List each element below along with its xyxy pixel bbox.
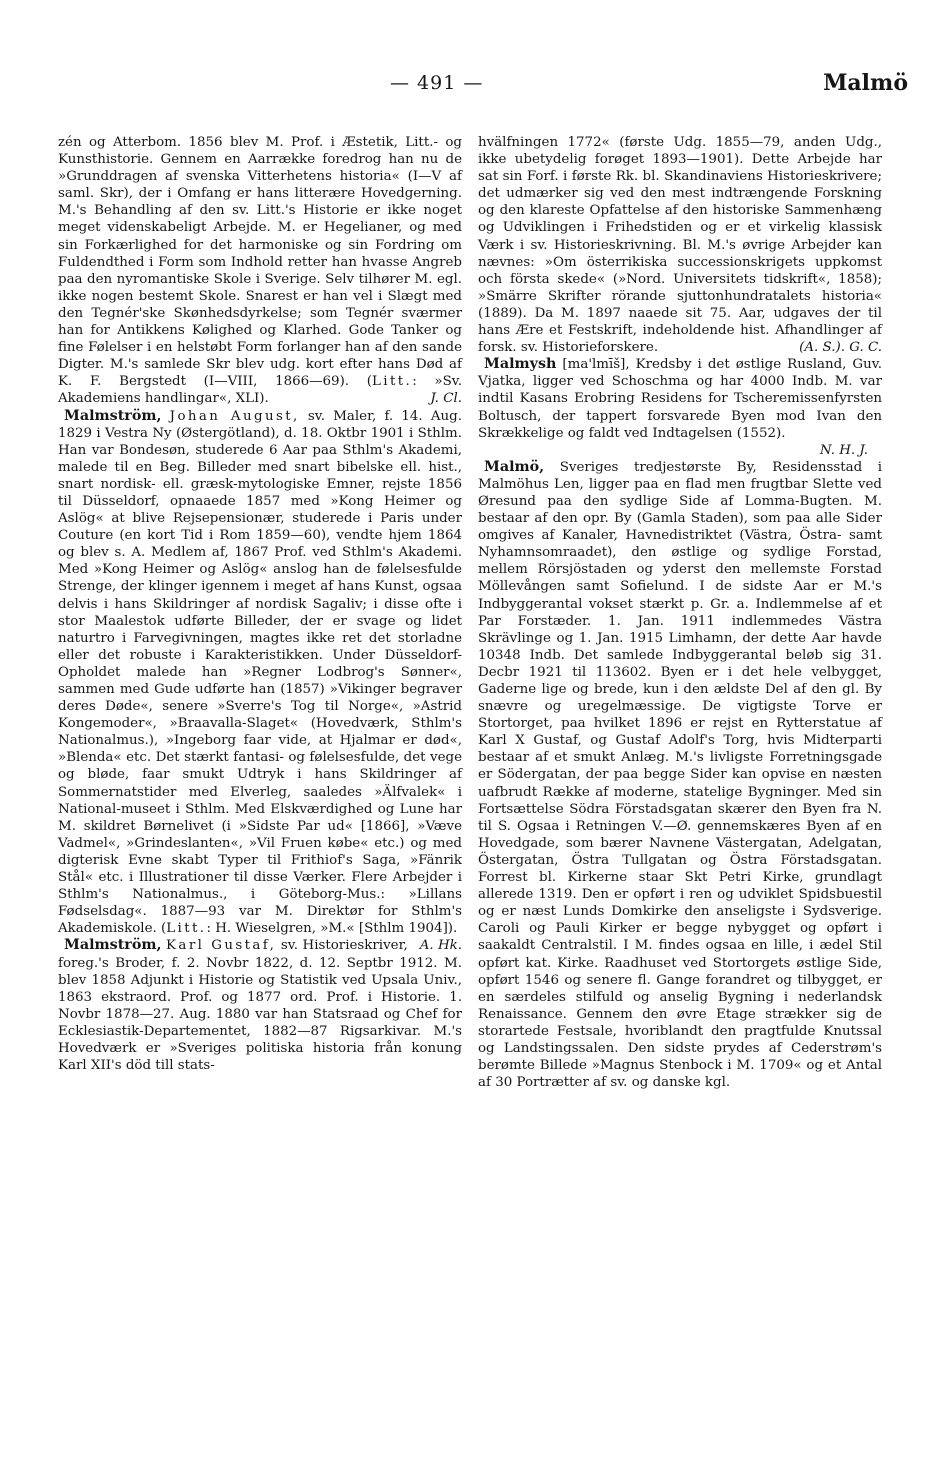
left-column — [58, 134, 462, 1074]
author-signature: J. Cl. — [430, 391, 462, 407]
running-headword: Malmö — [823, 70, 908, 96]
entry-malmstrom-johan: Malmström, Johan August, sv. Maler, f. 14. Aug. 1829 i Vestra Ny (Østergötland), d. 18. Oktbr 1901 i Sthlm. Han var Bondesøn, studerede 6 Aar paa Sthlm's Akademi, malede til en Beg. Billeder med snart bibelske ell. hist., snart nordisk- ell. græsk-mytologiske Emner, rejste 1856 til Düsseldorf, opnaaede 1857 med »Kong Heimer og Aslög« at blive Rejsepensionær, studerede i Paris under Couture (en kort Tid i Rom 1859—60), vendte hjem 1864 og blev s. A. Medlem af, 1867 Prof. ved Sthlm's Akademi. Med »Kong Heimer og Aslög« anslog han de følelsesfulde Strenge, der klinger igennem i meget af hans Kunst, ogsaa delvis i hans Skildringer af nordisk Sagaliv; i disse ofte i stor Maalestok udførte Billeder, der er svage og lidet naturtro i Farvegivningen, magtes ikke ret det storladne eller det robuste i Karakteristikken. Under Düsseldorf-Opholdet malede han »Regner Lodbrog's Sønner«, sammen med Gude udførte han (1857) »Vikinger begraver deres Døde«, senere »Sverre's Tog til Norge«, »Astrid Kongemoder«, »Braavalla-Slaget« (Hovedværk, Sthlm's Nationalmus.), »Ingeborg faar vide, at Hjalmar er død«, »Blenda« etc. Det stærkt fantasi- og følelsesfulde, det vege og bløde, faar smukt Udtryk i hans Skildringer af Sommernatstider med Elverleg, saaledes »Älfvalek« i National-museet i Sthlm. Med Elskværdighed og Lune har M. skildret Børnelivet (i »Sidste Par ud« [1866], »Væve Vadmel«, »Grindeslanten«, »Vil Fruen købe« etc.) og med digterisk Evne skabt Typer til Frithiof's Saga, »Fänrik Stål« etc. i Illustrationer til disse Værker. Flere Arbejder i Sthlm's Nationalmus., i Göteborg-Mus.: »Lillans Fødselsdag«. 1887—93 var M. Direktør for Sthlm's Akademiskole. (Litt.: H. Wieselgren, »M.« [Sthlm 1904]). A. Hk. — [58, 407, 462, 954]
litt-label: Litt. — [371, 374, 413, 390]
author-signature: N. H. J. — [819, 442, 868, 458]
litt-label: Litt. — [166, 921, 207, 937]
right-column — [478, 134, 882, 1091]
entry-headword: Malmysh — [484, 356, 557, 373]
entry-malmysh: Malmysh [ma'lmīš], Kredsby i det østlige Rusland, Guv. Vjatka, ligger ved Schoschma og har 4000 Indb. M. var indtil Kasans Erobring Residens for Tscheremissenfyrsten Boltusch, der tappert forsvarede Byen mod Ivan den Skrækkelige og faldt ved Indtagelsen (1552). — [478, 356, 882, 441]
entry-name: Karl Gustaf, — [166, 938, 277, 954]
author-signature: (A. S.). G. C. — [799, 340, 882, 356]
entry-headword: Malmström, — [64, 937, 162, 954]
page-number: — 491 — — [390, 72, 484, 94]
entry-continuation: hvälfningen 1772« (første Udg. 1855—79, anden Udg., ikke ubetydelig forøget 1893—1901). Dette Arbejde har sat sin Forf. i første Rk. bl. Skandinaviens Historieskrivere; det udmærker sig ved den mest indtrængende Forskning og den klareste Opfattelse af den historiske Sammenhæng og Udviklingen i Frihedstiden og er et virkelig klassisk Værk i sv. Historieskrivning. Bl. M.'s øvrige Arbejder kan nævnes: »Om österrikiska successionskrigets uppkomst och första skede« (»Nord. Universitets tidskrift«, 1858); »Smärre Skrifter rörande sjuttonhundratalets historia« (1889). Da M. 1897 naaede sit 75. Aar, udgaves der til hans Ære et Festskrift, indeholdende hist. Afhandlinger af forsk. sv. Historieforskere. (A. S.). G. C. — [478, 135, 882, 356]
entry-headword: Malmström, — [64, 407, 162, 424]
entry-malmo: Malmö, Sveriges tredjestørste By, Residensstad i Malmöhus Len, ligger paa en flad men frugtbar Slette ved Øresund paa den sydlige Side af Lomma-Bugten. M. bestaar af den opr. By (Gamla Staden), som paa alle Sider omgives af Kanaler, Havnedistriktet (Västra, Östra- samt Nyhamnsomraadet), den østlige og sydlige Forstad, mellem Rörsjöstaden og yderst den mellemste Forstad Möllevången samt Sofielund. I de sidste Aar er M.'s Indbyggerantal vokset stærkt p. Gr. a. Indlemmelse af et Par Forstæder. 1. Jan. 1911 indlemmedes Västra Skrävlinge og 1. Jan. 1915 Limhamn, der dette Aar havde 10348 Indb. Det samlede Indbyggerantal beløb sig 31. Decbr 1921 til 113602. Byen er i det hele velbygget, Gaderne lige og brede, kun i den ældste Del af den gl. By snævre og uregelmæssige. De vigtigste Torve er Stortorget, paa hvilket 1896 er rejst en Rytterstatue af Karl X Gustaf, og Gustaf Adolf's Torg, hvis Midterparti bestaar af et smukt Anlæg. M.'s livligste Forretningsgade er Södergatan, der paa begge Sider kan opvise en næsten uafbrudt Række af moderne, statelige Bygninger. Med sin Fortsættelse Södra Förstadsgatan skærer den Byen fra N. til S. Ogsaa i Retningen V.—Ø. gennemskæres Byen af en Hovedgade, som bærer Navnene Västergatan, Adelgatan, Östergatan, Östra Tullgatan og Östra Förstadsgatan. Forrest bl. Kirkerne staar Skt Petri Kirke, grundlagt allerede 1319. Den er opført i ren og udviklet Spidsbuestil og er næst Lunds Domkirke den anseligste i Sydsverige. Caroli og Pauli Kirker er begge nybygget og opført i saakaldt Centralstil. I M. findes ogsaa en lille, i ædel Stil opført kat. Kirke. Raadhuset ved Stortorgets østlige Side, opført 1546 og senere fl. Gange forandret og tilbygget, er en særdeles stilfuld og anselig Bygning i nederlandsk Renaissance. Gennem den øvre Etage strækker sig de storartede Festsale, hvoriblandt den pragtfulde Knutssal og Landstingssalen. Den sidste prydes af Cederstrøm's berømte Billede »Magnus Stenbock i M. 1709« og et Antal af 30 Portrætter af sv. og danske kgl. — [478, 458, 882, 1091]
page-header — [58, 72, 910, 106]
author-signature: A. Hk. — [419, 938, 462, 954]
pronunciation: [ma'lmīš], — [556, 357, 630, 373]
entry-headword: Malmö, — [484, 458, 545, 475]
entry-continuation: zén og Atterbom. 1856 blev M. Prof. i Æstetik, Litt.- og Kunsthistorie. Gennem en Aarrække foredrog han nu de »Grunddragen af svenska Vitterhetens historia« (I—V af saml. Skr), der i Omfang er hans litterære Hovedgerning. M.'s Behandling af den sv. Litt.'s Historie er ikke noget meget videnskabeligt Arbejde. M. er Hegelianer, og med sin Forkærlighed for det harmoniske og sin Fordring om Fuldendthed i Form som Indhold retter han hvasse Angreb paa den nyromantiske Skole i Sverige. Selv tilhører M. egl. ikke nogen bestemt Skole. Snarest er han vel i Slægt med den Tegnér'ske Skønhedsdyrkelse; som Tegnér sværmer han for Antikkens Kølighed og Klarhed. Gode Tanker og fine Følelser i en helstøbt Form forlanger han af den sande Digter. M.'s samlede Skr blev udg. kort efter hans Død af K. F. Bergstedt (I—VIII, 1866—69). (Litt.: »Sv. Akademiens handlingar«, XLI). J. Cl. — [58, 135, 462, 407]
entry-name: Johan August, — [169, 408, 300, 424]
entry-malmstrom-karl: Malmström, Karl Gustaf, sv. Historieskriver, foreg.'s Broder, f. 2. Novbr 1822, d. 12. Septbr 1912. M. blev 1858 Adjunkt i Historie og Statistik ved Upsala Univ., 1863 ekstraord. Prof. og 1877 ord. Prof. i Historie. 1. Novbr 1878—27. Aug. 1880 var han Statsraad og Chef for Ecklesiastik-Departementet, 1882—87 Rigsarkivar. M.'s Hovedværk er »Sveriges politiska historia från konung Karl XII's död till stats- — [58, 937, 462, 1074]
